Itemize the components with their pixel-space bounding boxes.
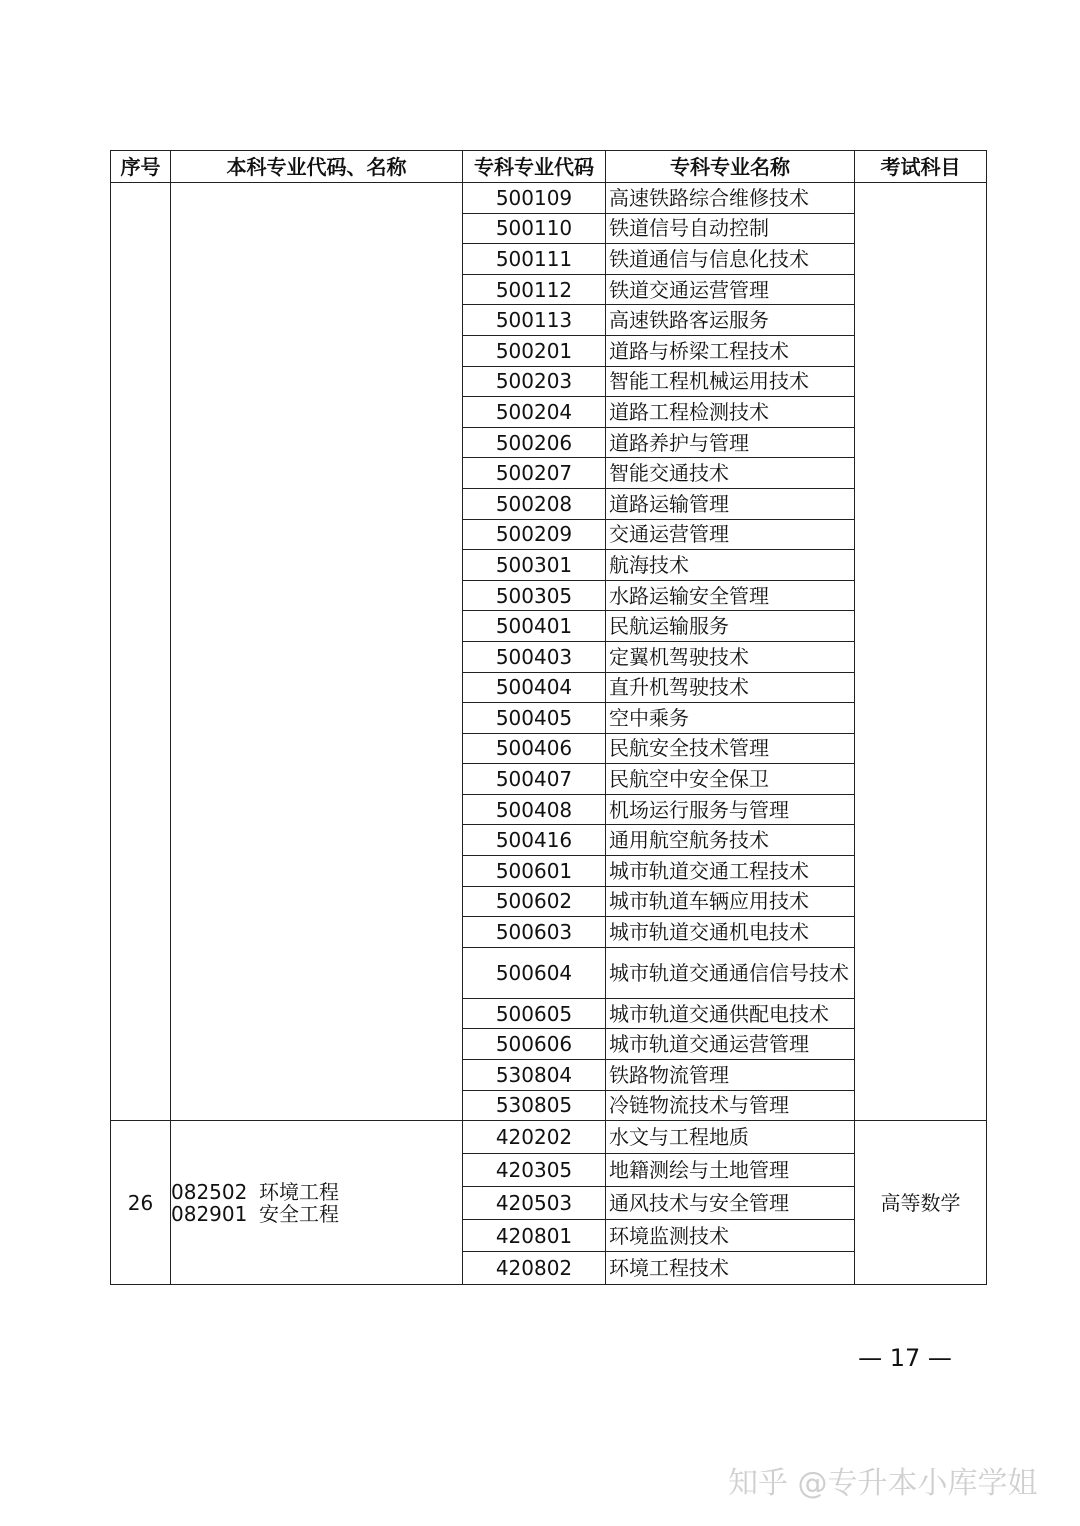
major-code-cell: 420801: [463, 1219, 606, 1252]
table-body: [111, 183, 987, 1285]
bachelor-code: 082502: [171, 1179, 248, 1204]
major-name-cell: 智能工程机械运用技术: [606, 366, 855, 397]
major-name-cell: 地籍测绘与土地管理: [606, 1154, 855, 1187]
major-code-cell: 500201: [463, 335, 606, 366]
major-code-cell: 500407: [463, 764, 606, 795]
bachelor-cell: [171, 1121, 463, 1285]
major-code-cell: 500208: [463, 488, 606, 519]
major-code-cell: 500605: [463, 998, 606, 1029]
major-code-cell: 500604: [463, 947, 606, 998]
major-code-cell: 500606: [463, 1029, 606, 1060]
major-name-cell: 高速铁路客运服务: [606, 305, 855, 336]
major-code-cell: 500601: [463, 856, 606, 887]
major-name-cell: 铁道交通运营管理: [606, 274, 855, 305]
major-code-cell: 530804: [463, 1060, 606, 1091]
major-name-cell: 道路工程检测技术: [606, 397, 855, 428]
watermark: 知乎 @专升本小库学姐: [728, 1466, 1038, 1501]
major-code-cell: 500111: [463, 244, 606, 275]
major-code-cell: 500209: [463, 519, 606, 550]
major-code-cell: 500203: [463, 366, 606, 397]
header-row: [111, 151, 987, 183]
major-code-cell: 500602: [463, 886, 606, 917]
major-code-cell: 500109: [463, 183, 606, 214]
header-bachelor: 本科专业代码、名称: [171, 151, 463, 183]
major-name-cell: 通用航空航务技术: [606, 825, 855, 856]
major-name-cell: 空中乘务: [606, 703, 855, 734]
header-name: 专科专业名称: [606, 151, 855, 183]
seq-cell: 26: [111, 1121, 171, 1285]
bachelor-major: [171, 1181, 462, 1203]
major-name-cell: 民航安全技术管理: [606, 733, 855, 764]
major-code-cell: 500404: [463, 672, 606, 703]
major-code-cell: 420802: [463, 1252, 606, 1285]
page-number: — 17 —: [858, 1344, 952, 1372]
major-name-cell: 高速铁路综合维修技术: [606, 183, 855, 214]
major-code-cell: 420503: [463, 1186, 606, 1219]
major-name-cell: 城市轨道交通机电技术: [606, 917, 855, 948]
major-name-cell: 城市轨道交通工程技术: [606, 856, 855, 887]
major-name-cell: 铁道通信与信息化技术: [606, 244, 855, 275]
major-name-cell: 城市轨道交通通信信号技术: [606, 947, 855, 998]
major-code-cell: 500113: [463, 305, 606, 336]
major-name-cell: 智能交通技术: [606, 458, 855, 489]
major-code-cell: 500416: [463, 825, 606, 856]
major-code-cell: 500301: [463, 550, 606, 581]
major-code-cell: 500204: [463, 397, 606, 428]
major-table: [110, 150, 987, 1285]
major-code-cell: 500401: [463, 611, 606, 642]
major-code-cell: 500408: [463, 794, 606, 825]
major-name-cell: 航海技术: [606, 550, 855, 581]
major-code-cell: 500406: [463, 733, 606, 764]
header-code: 专科专业代码: [463, 151, 606, 183]
bachelor-name: 环境工程: [259, 1179, 339, 1204]
major-name-cell: 铁道信号自动控制: [606, 213, 855, 244]
major-name-cell: 交通运营管理: [606, 519, 855, 550]
major-name-cell: 道路运输管理: [606, 488, 855, 519]
seq-cell: [111, 183, 171, 1121]
exam-cell: [855, 183, 987, 1121]
major-code-cell: 420202: [463, 1121, 606, 1154]
major-code-cell: 500206: [463, 427, 606, 458]
major-name-cell: 城市轨道交通供配电技术: [606, 998, 855, 1029]
table-row: [111, 1121, 987, 1154]
major-code-cell: 420305: [463, 1154, 606, 1187]
major-name-cell: 机场运行服务与管理: [606, 794, 855, 825]
major-name-cell: 民航运输服务: [606, 611, 855, 642]
major-code-cell: 500207: [463, 458, 606, 489]
major-code-cell: 500305: [463, 580, 606, 611]
bachelor-code: 082901: [171, 1201, 248, 1226]
major-code-cell: 500603: [463, 917, 606, 948]
major-name-cell: 水路运输安全管理: [606, 580, 855, 611]
header-seq: 序号: [111, 151, 171, 183]
major-code-cell: 530805: [463, 1090, 606, 1121]
major-name-cell: 民航空中安全保卫: [606, 764, 855, 795]
major-name-cell: 定翼机驾驶技术: [606, 641, 855, 672]
major-name-cell: 冷链物流技术与管理: [606, 1090, 855, 1121]
exam-cell: 高等数学: [855, 1121, 987, 1285]
table-header: [111, 151, 987, 183]
major-code-cell: 500405: [463, 703, 606, 734]
major-name-cell: 环境工程技术: [606, 1252, 855, 1285]
bachelor-name: 安全工程: [259, 1201, 339, 1226]
header-exam: 考试科目: [855, 151, 987, 183]
bachelor-major: [171, 1203, 462, 1225]
major-code-cell: 500110: [463, 213, 606, 244]
major-code-cell: 500403: [463, 641, 606, 672]
bachelor-cell: [171, 183, 463, 1121]
major-name-cell: 道路与桥梁工程技术: [606, 335, 855, 366]
major-name-cell: 城市轨道车辆应用技术: [606, 886, 855, 917]
major-name-cell: 水文与工程地质: [606, 1121, 855, 1154]
major-name-cell: 铁路物流管理: [606, 1060, 855, 1091]
major-name-cell: 道路养护与管理: [606, 427, 855, 458]
major-code-cell: 500112: [463, 274, 606, 305]
major-name-cell: 直升机驾驶技术: [606, 672, 855, 703]
major-name-cell: 环境监测技术: [606, 1219, 855, 1252]
major-name-cell: 城市轨道交通运营管理: [606, 1029, 855, 1060]
major-name-cell: 通风技术与安全管理: [606, 1186, 855, 1219]
table-row: [111, 183, 987, 214]
